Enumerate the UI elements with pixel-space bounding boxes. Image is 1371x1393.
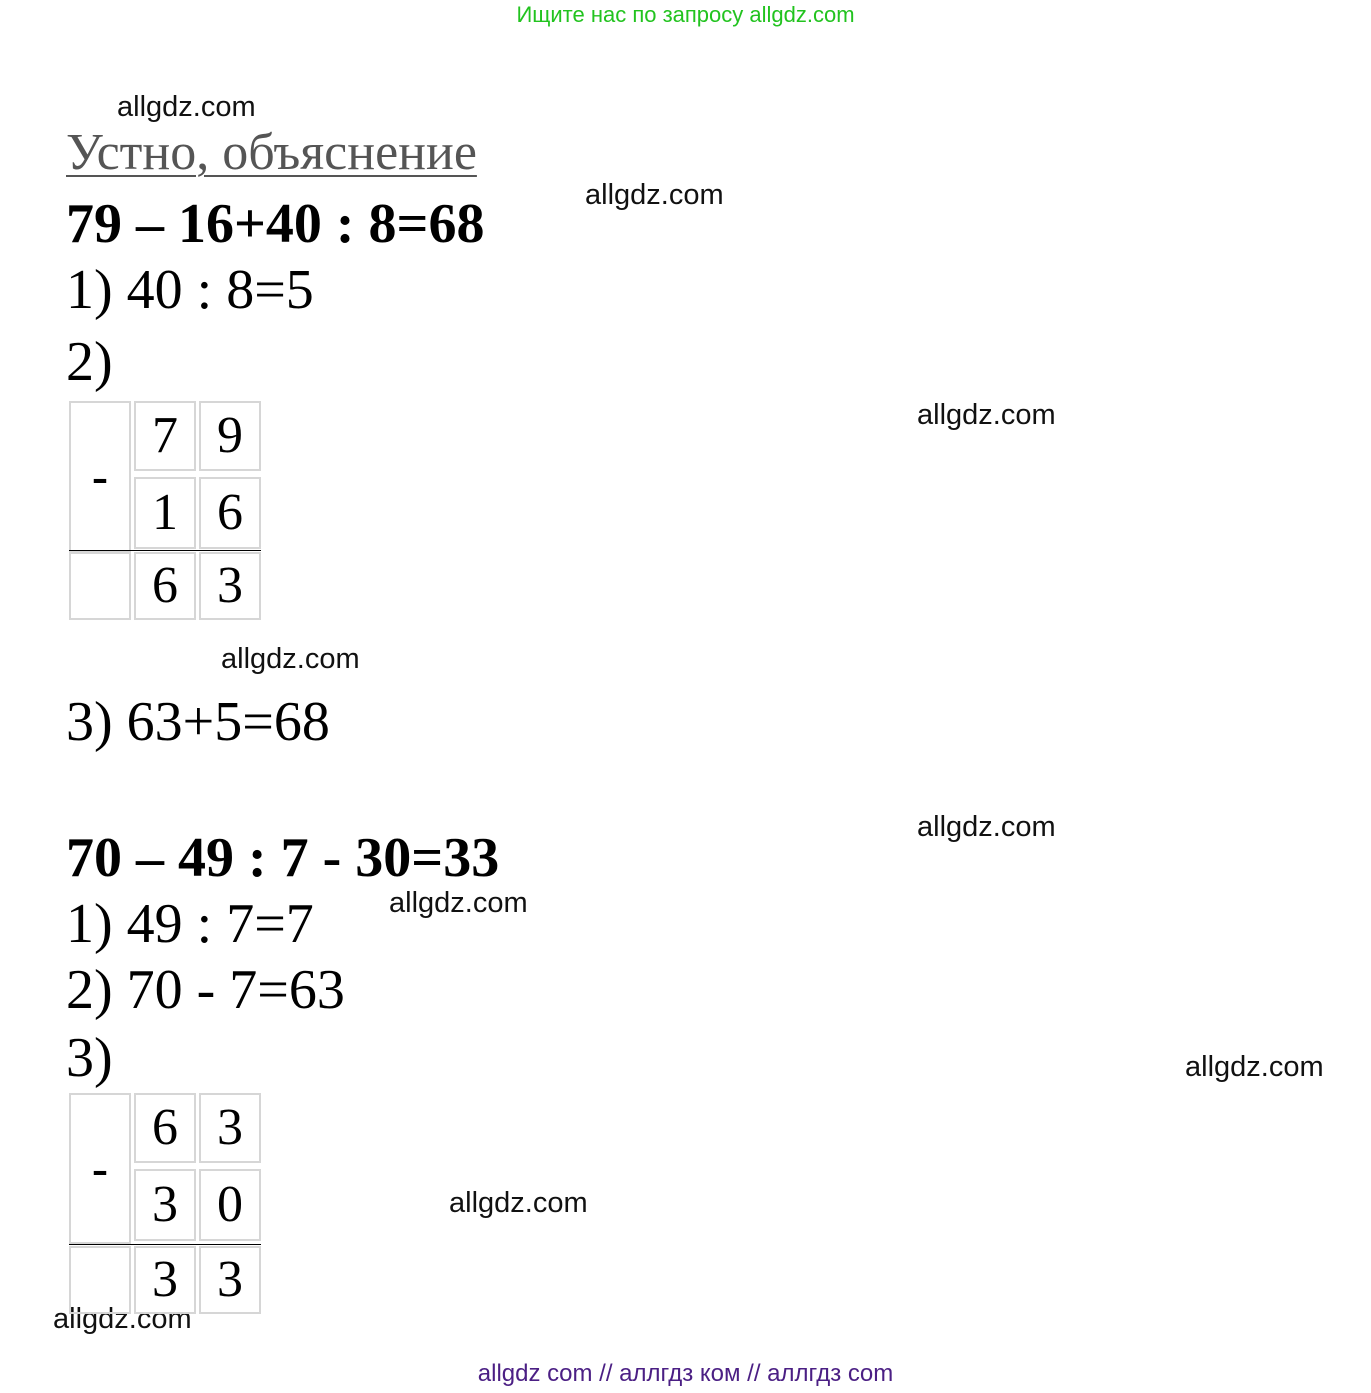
digit-cell: 3	[199, 552, 261, 620]
digit-cell: 3	[134, 1169, 196, 1241]
watermark: allgdz.com	[221, 643, 360, 675]
minus-sign: -	[69, 1093, 131, 1244]
result-line	[69, 1244, 261, 1245]
watermark: allgdz.com	[917, 399, 1056, 431]
problem2-step3-label: 3)	[66, 1027, 113, 1089]
digit-cell: 9	[199, 401, 261, 471]
digit-cell: 1	[134, 477, 196, 549]
result-line	[69, 550, 261, 551]
page-title: Устно, объяснение	[66, 124, 477, 181]
watermark: allgdz.com	[53, 1303, 192, 1335]
problem1-expression: 79 – 16+40 : 8=68	[66, 193, 485, 255]
footer-links[interactable]: allgdz com // аллгдз ком // аллгдз com	[477, 1360, 894, 1387]
digit-cell: 6	[199, 477, 261, 549]
empty-cell	[69, 1246, 131, 1314]
watermark: allgdz.com	[1185, 1051, 1324, 1083]
search-banner[interactable]: Ищите нас по запросу allgdz.com	[516, 2, 855, 27]
watermark: allgdz.com	[389, 887, 528, 919]
problem1-step2-label: 2)	[66, 331, 113, 393]
digit-cell: 0	[199, 1169, 261, 1241]
digit-cell: 3	[134, 1246, 196, 1314]
digit-cell: 3	[199, 1093, 261, 1163]
problem2-step2: 2) 70 - 7=63	[66, 959, 345, 1021]
digit-cell: 7	[134, 401, 196, 471]
watermark: allgdz.com	[117, 91, 256, 123]
problem2-step1: 1) 49 : 7=7	[66, 893, 314, 955]
problem1-step3: 3) 63+5=68	[66, 691, 330, 753]
digit-cell: 6	[134, 1093, 196, 1163]
watermark: allgdz.com	[449, 1187, 588, 1219]
minus-sign: -	[69, 401, 131, 552]
problem2-expression: 70 – 49 : 7 - 30=33	[66, 827, 500, 889]
digit-cell: 6	[134, 552, 196, 620]
watermark: allgdz.com	[585, 179, 724, 211]
digit-cell: 3	[199, 1246, 261, 1314]
watermark: allgdz.com	[917, 811, 1056, 843]
empty-cell	[69, 552, 131, 620]
problem1-step1: 1) 40 : 8=5	[66, 259, 314, 321]
